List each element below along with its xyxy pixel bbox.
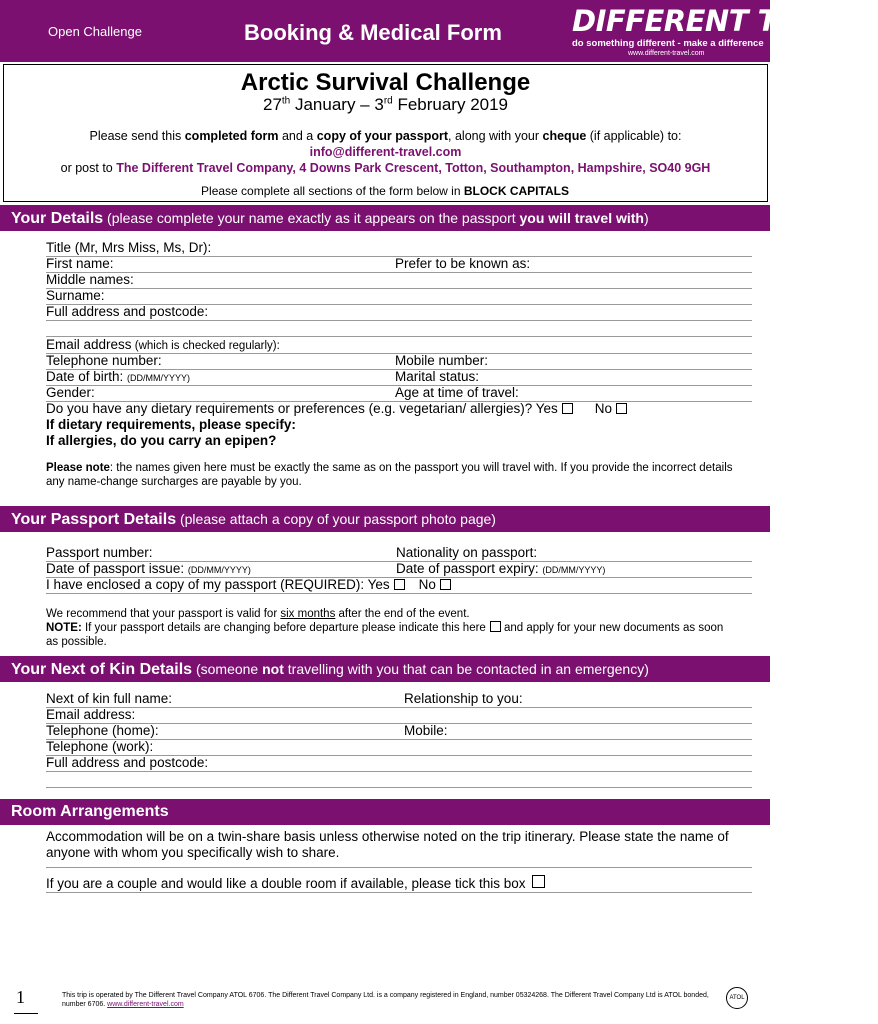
contact-email-link[interactable]: info@different-travel.com bbox=[309, 145, 462, 159]
passport-details-heading: Your Passport Details (please attach a copy of your passport photo page) bbox=[0, 506, 770, 532]
room-info-text: Accommodation will be on a twin-share basis unless otherwise noted on the trip itinerary. Please state the name of anyone with whom you specifically wish to share. bbox=[46, 829, 729, 860]
room-arrangements-heading: Room Arrangements bbox=[0, 799, 770, 825]
passport-yes-checkbox[interactable] bbox=[394, 579, 405, 590]
dob-field[interactable]: Date of birth: (DD/MM/YYYY) Marital status: bbox=[46, 369, 752, 386]
dietary-question: Do you have any dietary requirements or preferences (e.g. vegetarian/ allergies)? Yes No bbox=[46, 401, 752, 417]
known-as-field[interactable]: Prefer to be known as: bbox=[395, 256, 531, 271]
page-number: 1 bbox=[16, 987, 25, 1007]
double-room-question: If you are a couple and would like a double room if available, please tick this box bbox=[46, 875, 752, 891]
your-details-heading: Your Details (please complete your name exactly as it appears on the passport you will travel with) bbox=[0, 205, 770, 231]
first-name-field[interactable]: First name: Prefer to be known as: bbox=[46, 256, 752, 273]
address-field[interactable]: Full address and postcode: bbox=[46, 304, 752, 321]
challenge-dates: 27th January – 3rd February 2019 bbox=[262, 95, 509, 114]
telephone-field[interactable]: Telephone number: Mobile number: bbox=[46, 353, 752, 370]
room-share-field[interactable] bbox=[46, 852, 752, 868]
kin-tel-home-field[interactable]: Telephone (home): Mobile: bbox=[46, 723, 752, 740]
atol-logo-icon: ATOL bbox=[726, 987, 748, 1009]
page-number-rule bbox=[14, 1013, 38, 1014]
dietary-specify-field[interactable]: If dietary requirements, please specify: bbox=[46, 417, 296, 432]
open-challenge-label: Open Challenge bbox=[48, 24, 142, 39]
kin-address-field[interactable]: Full address and postcode: bbox=[46, 755, 752, 772]
block-capitals-note: Please complete all sections of the form below in BLOCK CAPITALS bbox=[201, 184, 569, 198]
passport-recommendation: We recommend that your passport is valid for six months after the end of the event. bbox=[46, 608, 470, 620]
kin-mobile-field[interactable]: Mobile: bbox=[404, 723, 448, 738]
footer bbox=[0, 985, 770, 1024]
title-field[interactable]: Title (Mr, Mrs Miss, Ms, Dr): bbox=[46, 240, 752, 257]
kin-tel-work-field[interactable]: Telephone (work): bbox=[46, 739, 752, 756]
passport-expiry-field[interactable]: Date of passport expiry: (DD/MM/YYYY) bbox=[396, 561, 606, 576]
title-box bbox=[3, 64, 768, 202]
address-field-line2[interactable] bbox=[46, 320, 752, 337]
form-title: Booking & Medical Form bbox=[244, 20, 502, 45]
names-note: Please note: the names given here must be exactly the same as on the passport you will travel with. If you provide the incorrect details any name-change surcharges are payable by you. bbox=[46, 462, 733, 488]
header-bar bbox=[0, 0, 878, 62]
passport-issue-field[interactable]: Date of passport issue: (DD/MM/YYYY) Date of passport expiry: (DD/MM/YYYY) bbox=[46, 561, 752, 578]
age-field[interactable]: Age at time of travel: bbox=[395, 385, 519, 400]
passport-enclosed-question: I have enclosed a copy of my passport (REQUIRED): Yes No bbox=[46, 577, 752, 594]
kin-name-field[interactable]: Next of kin full name: Relationship to you: bbox=[46, 691, 752, 708]
kin-email-field[interactable]: Email address: bbox=[46, 707, 752, 724]
dietary-no-checkbox[interactable] bbox=[616, 403, 627, 414]
room-divider bbox=[46, 892, 752, 893]
kin-relationship-field[interactable]: Relationship to you: bbox=[404, 691, 523, 706]
passport-change-note: NOTE: If your passport details are changing before departure please indicate this here and apply for your new documents as soon as possible. bbox=[46, 622, 724, 648]
logo-brand: DIFFERENT TRAVEL bbox=[572, 4, 878, 38]
dietary-yes-checkbox[interactable] bbox=[562, 403, 573, 414]
marital-status-field[interactable]: Marital status: bbox=[395, 369, 480, 384]
middle-names-field[interactable]: Middle names: bbox=[46, 272, 752, 289]
challenge-title: Arctic Survival Challenge bbox=[240, 69, 531, 96]
surname-field[interactable]: Surname: bbox=[46, 288, 752, 305]
mobile-field[interactable]: Mobile number: bbox=[395, 353, 489, 368]
different-travel-logo bbox=[572, 4, 878, 58]
kin-address-field-line2[interactable] bbox=[46, 771, 752, 788]
postal-address: or post to The Different Travel Company, 4 Downs Park Crescent, Totton, Southampton, Hampshire, SO40 9GH bbox=[60, 161, 711, 175]
email-field[interactable]: Email address (which is checked regularly): bbox=[46, 337, 752, 354]
footer-legal-text: This trip is operated by The Different Travel Company ATOL 6706. The Different Travel Company Ltd. is a company registered in England, number 05324268. The Different Travel Company Ltd is ATOL bonded, number 6706. www.different-travel.com bbox=[62, 992, 709, 1008]
nationality-field[interactable]: Nationality on passport: bbox=[396, 545, 538, 560]
gender-field[interactable]: Gender: Age at time of travel: bbox=[46, 385, 752, 402]
passport-no-checkbox[interactable] bbox=[440, 579, 451, 590]
logo-url: www.different-travel.com bbox=[628, 50, 705, 57]
logo-tagline: do something different - make a difference bbox=[572, 38, 764, 49]
passport-number-field[interactable]: Passport number: Nationality on passport: bbox=[46, 545, 752, 562]
double-room-checkbox[interactable] bbox=[532, 875, 545, 888]
footer-website-link[interactable]: www.different-travel.com bbox=[107, 1001, 184, 1008]
epipen-field[interactable]: If allergies, do you carry an epipen? bbox=[46, 433, 277, 448]
send-instructions: Please send this completed form and a copy of your passport, along with your cheque (if applicable) to: bbox=[89, 129, 682, 143]
passport-change-checkbox[interactable] bbox=[490, 621, 501, 632]
next-of-kin-heading: Your Next of Kin Details (someone not travelling with you that can be contacted in an emergency) bbox=[0, 656, 770, 682]
